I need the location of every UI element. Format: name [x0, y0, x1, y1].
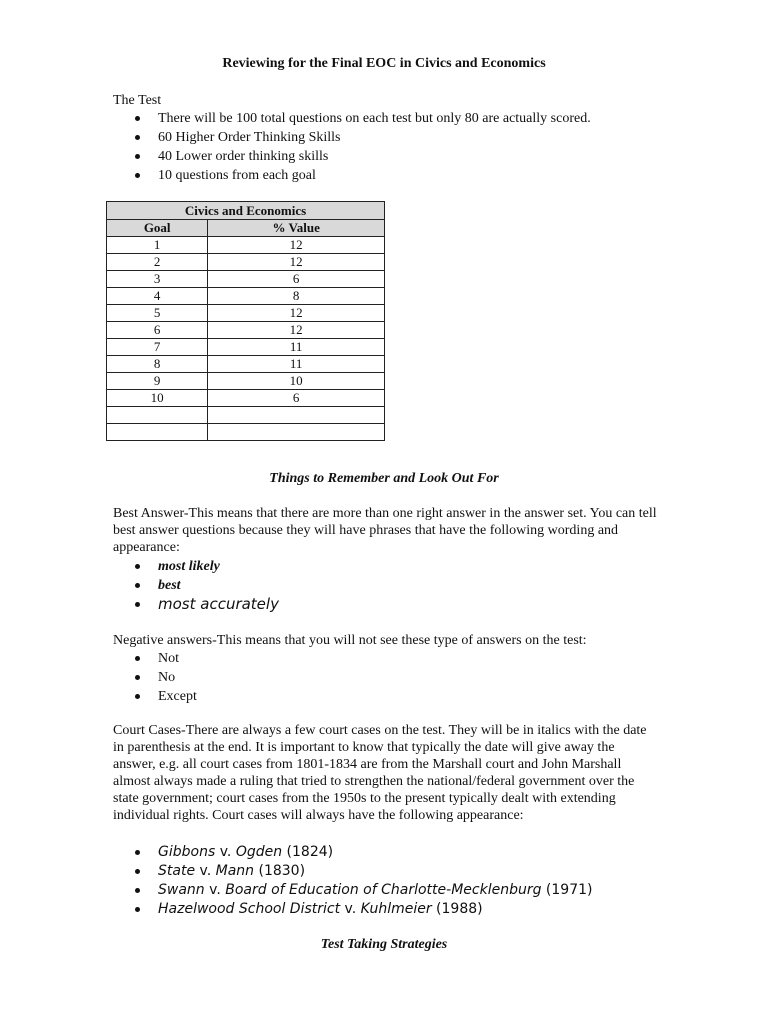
court-cases-paragraph: Court Cases-There are always a few court cases on the test. They will be in italics with the date in parenthesis at the end. It is important to know that typically the date will give away the answer, e.g. all court cases from 1801-1834 are from the Marshall court and John Marshall almost always made a ruling that tried to strengthen the national/federal government over the state government; court cases from the 1950s to the present typically dealt with extending individual rights. Court cases will always have the following appearance: [113, 723, 647, 823]
list-item [113, 881, 593, 900]
list-item: There will be 100 total questions on each test but only 80 are actually scored. [113, 109, 591, 128]
best-answer-paragraph: Best Answer-This means that there are more than one right answer in the answer set. You can tell best answer questions because they will have phrases that have the following wording and appearance: [113, 506, 657, 555]
list-item: Except [113, 687, 197, 706]
table-cell [208, 407, 385, 424]
table-cell: 10 [208, 373, 385, 390]
table-row [107, 288, 385, 305]
table-cell: 11 [208, 339, 385, 356]
case-party: Mann [215, 863, 255, 879]
table-cell: 12 [208, 322, 385, 339]
case-party: Swann [158, 882, 205, 898]
case-party: State [158, 863, 196, 879]
court-cases-list [113, 843, 593, 919]
case-versus: v. [195, 863, 216, 879]
table-row [107, 356, 385, 373]
table-row [107, 373, 385, 390]
table-row [107, 339, 385, 356]
case-year: (1830) [254, 863, 306, 879]
table-row [107, 305, 385, 322]
table-row [107, 254, 385, 271]
table-cell: 7 [107, 339, 208, 356]
table-cell: 12 [208, 254, 385, 271]
table-cell [107, 424, 208, 441]
table-cell: 3 [107, 271, 208, 288]
case-versus: v. [215, 844, 236, 860]
table-cell: 9 [107, 373, 208, 390]
case-party: Ogden [235, 844, 283, 860]
list-item: most likely [113, 557, 279, 576]
list-item: No [113, 668, 197, 687]
table-cell: 4 [107, 288, 208, 305]
goal-value-table [106, 201, 385, 441]
table-row [107, 390, 385, 407]
table-row [107, 322, 385, 339]
list-item: Not [113, 649, 197, 668]
negative-answers-paragraph: Negative answers-This means that you will not see these type of answers on the test: [113, 633, 587, 648]
test-bullet-list [113, 109, 591, 185]
table-cell: 8 [208, 288, 385, 305]
document-title: Reviewing for the Final EOC in Civics and Economics [222, 56, 546, 71]
table-cell: 1 [107, 237, 208, 254]
table-caption: Civics and Economics [107, 202, 385, 220]
test-section-label: The Test [113, 93, 162, 108]
negative-answers-list [113, 649, 197, 706]
case-versus: v. [204, 882, 226, 898]
table-cell: 6 [208, 271, 385, 288]
case-party: Kuhlmeier [360, 901, 432, 917]
case-versus: v. [340, 901, 361, 917]
table-cell: 12 [208, 237, 385, 254]
list-item: 60 Higher Order Thinking Skills [113, 128, 591, 147]
table-row [107, 424, 385, 441]
list-item: best [113, 576, 279, 595]
list-item [113, 843, 593, 862]
column-header-goal: Goal [107, 220, 208, 237]
table-row [107, 271, 385, 288]
list-item [113, 862, 593, 881]
table-cell: 2 [107, 254, 208, 271]
table-cell: 12 [208, 305, 385, 322]
table-row [107, 237, 385, 254]
case-year: (1988) [431, 901, 483, 917]
table-cell: 5 [107, 305, 208, 322]
table-cell [208, 424, 385, 441]
list-item: most accurately [113, 595, 279, 614]
case-year: (1824) [282, 844, 334, 860]
strategies-heading: Test Taking Strategies [320, 937, 448, 952]
table-cell: 6 [208, 390, 385, 407]
column-header-value: % Value [208, 220, 385, 237]
list-item: 40 Lower order thinking skills [113, 147, 591, 166]
table-cell: 8 [107, 356, 208, 373]
list-item: 10 questions from each goal [113, 166, 591, 185]
case-party: Board of Education of Charlotte-Mecklenburg [225, 882, 542, 898]
table-cell: 10 [107, 390, 208, 407]
case-party: Hazelwood School District [158, 901, 341, 917]
table-cell: 11 [208, 356, 385, 373]
best-answer-list [113, 557, 279, 614]
case-party: Gibbons [158, 844, 216, 860]
case-year: (1971) [541, 882, 593, 898]
table-cell [107, 407, 208, 424]
list-item [113, 900, 593, 919]
table-cell: 6 [107, 322, 208, 339]
table-row [107, 407, 385, 424]
things-heading: Things to Remember and Look Out For [269, 471, 499, 486]
